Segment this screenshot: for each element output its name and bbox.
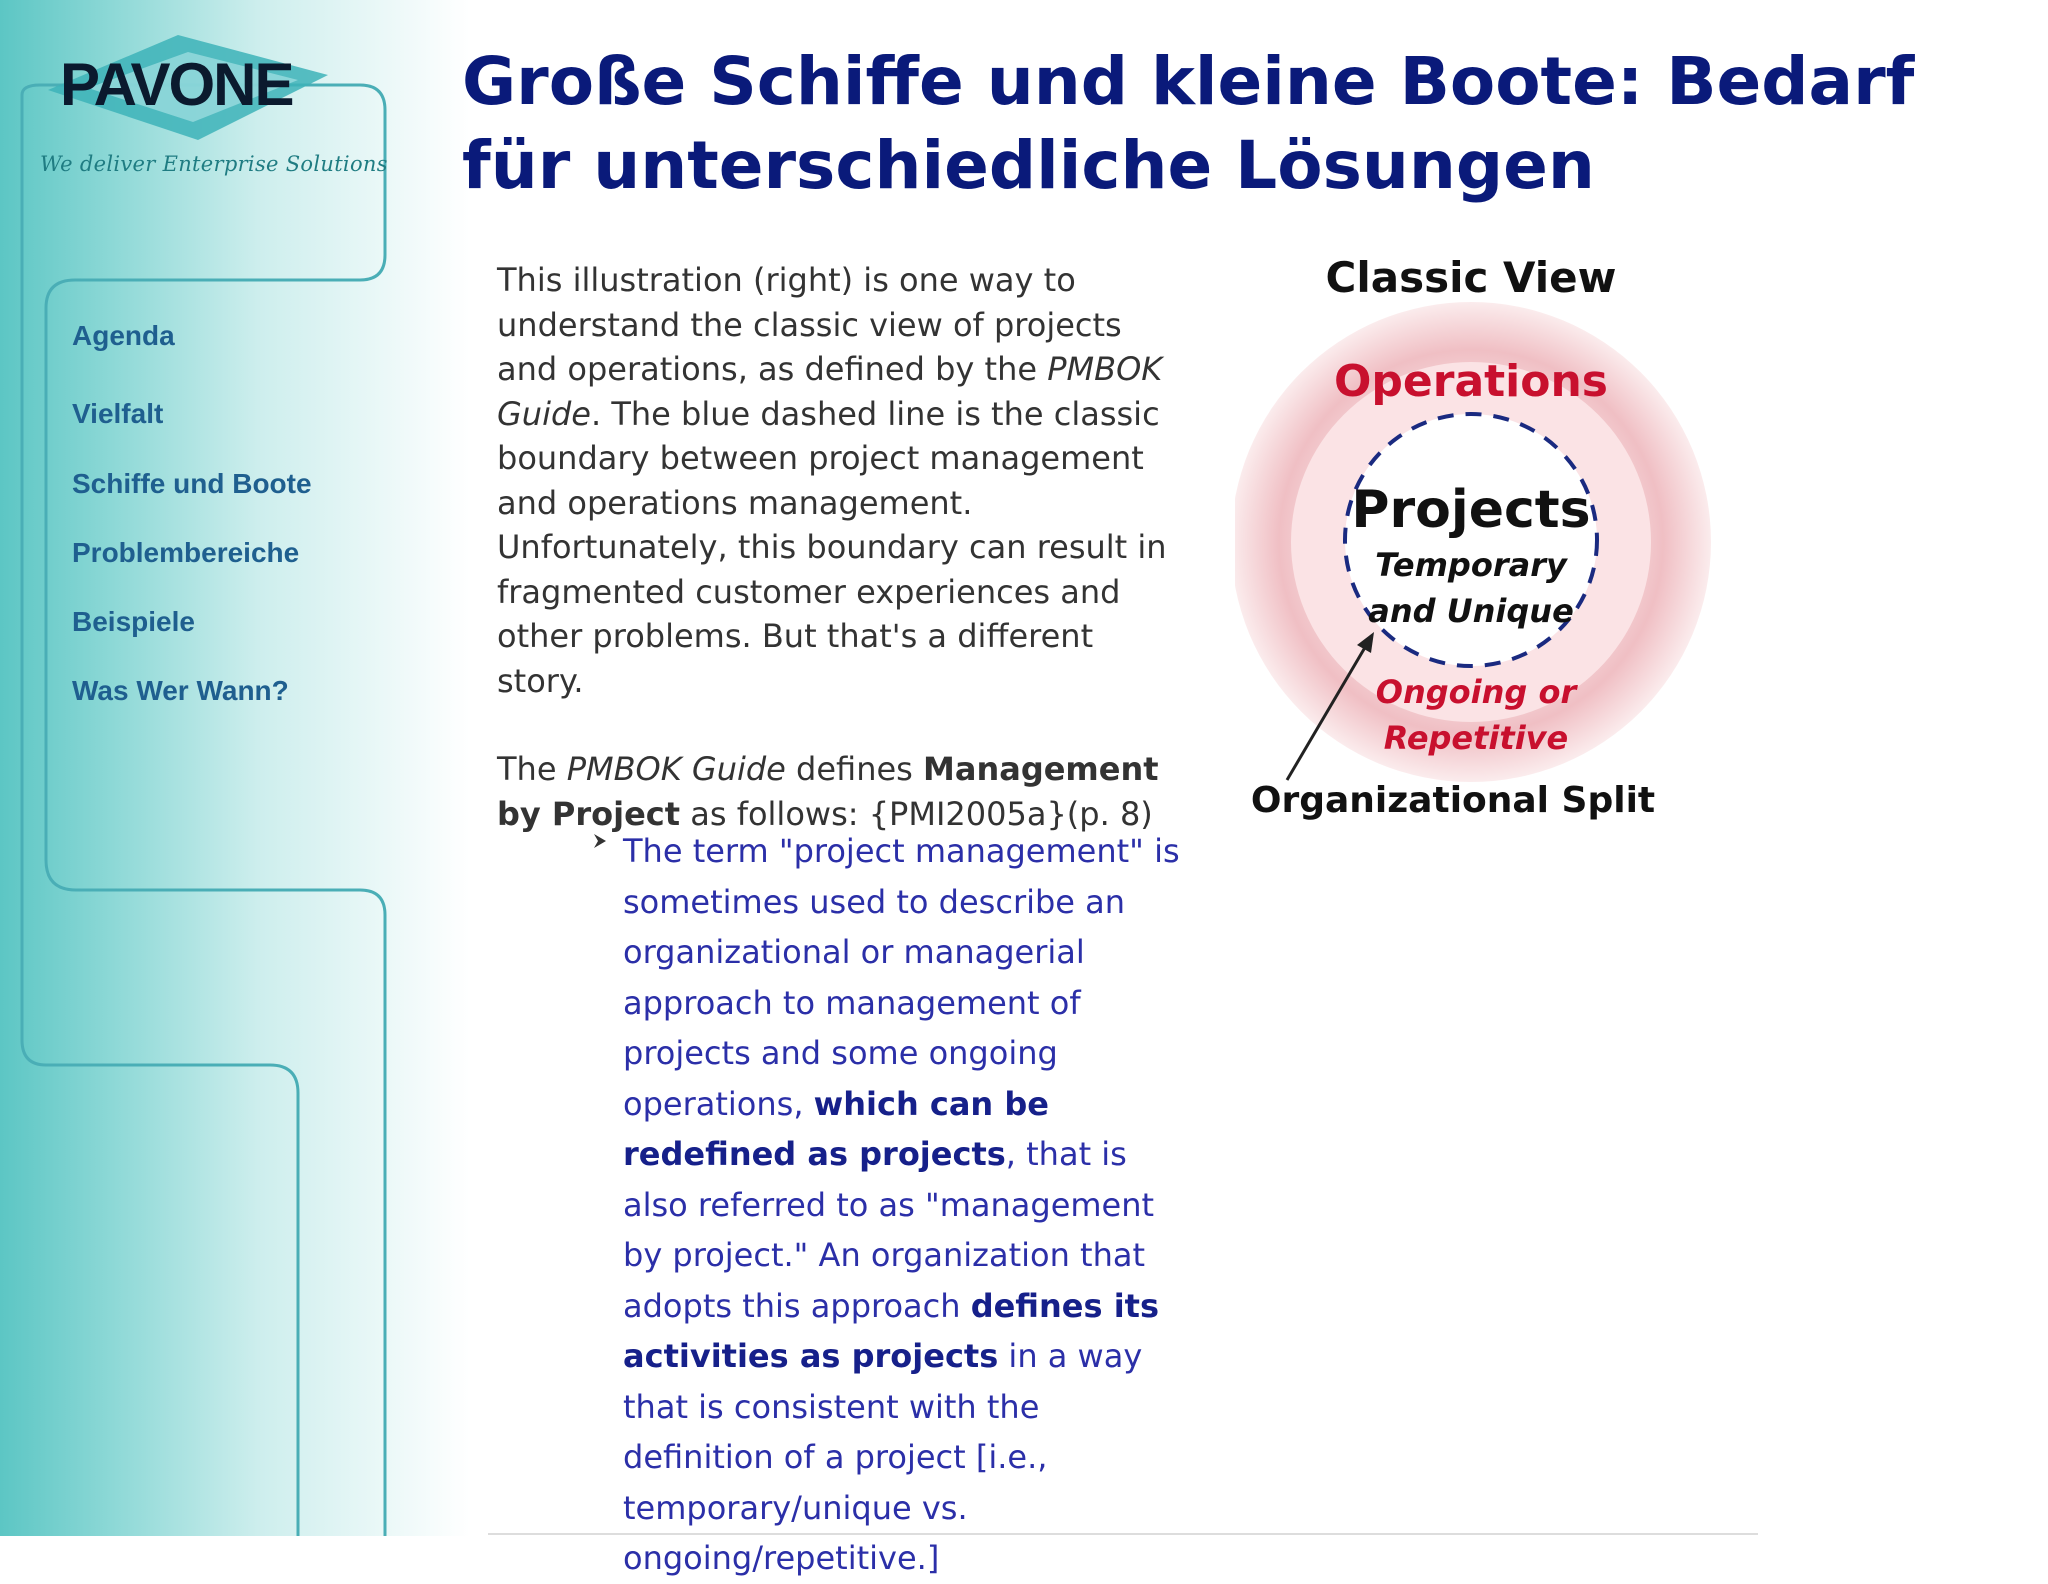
projects-sub-2: and Unique	[1368, 592, 1574, 630]
quote-text-3: in a way that is consistent with the definition of a project [i.e., temporary/unique vs. ongoing/repetitive.]	[623, 1337, 1143, 1577]
pmbok-quote	[623, 826, 1193, 1584]
intro-text-b: . The blue dashed line is the classic boundary between project management and operations management. Unfortunately, this boundary can result in fragmented customer experiences and other problems. But that's a different story.	[497, 394, 1167, 700]
quote-emphasis-2: defines its activities as projects	[623, 1286, 1159, 1375]
nav-item-agenda[interactable]: Agenda	[72, 320, 175, 351]
projects-label: Projects	[1351, 480, 1591, 540]
projects-sub-1: Temporary	[1375, 546, 1567, 584]
nav-item-was-wer-wann[interactable]: Was Wer Wann?	[72, 675, 289, 706]
brand-name: PAVONE	[60, 51, 293, 118]
brand-tagline: We deliver Enterprise Solutions	[40, 152, 388, 176]
classic-view-diagram	[1235, 250, 1755, 850]
body-text	[497, 258, 1187, 836]
intro-pmbok: PMBOK Guide	[497, 350, 1163, 433]
definition-pmbok: PMBOK Guide	[566, 750, 786, 788]
operations-label: Operations	[1334, 356, 1608, 407]
nav-item-schiffe-und-boote[interactable]: Schiffe und Boote	[72, 468, 312, 499]
nav-item-problembereiche[interactable]: Problembereiche	[72, 537, 300, 568]
bullet-icon	[592, 832, 608, 850]
slide-title-line2: für unterschiedliche Lösungen	[462, 127, 1595, 204]
definition-text-c: as follows: {PMI2005a}(p. 8)	[680, 794, 1153, 833]
slide-title-line1: Große Schiffe und kleine Boote: Bedarf	[462, 43, 1915, 120]
ongoing-label-1: Ongoing or	[1375, 673, 1577, 711]
definition-term: Management by Project	[497, 750, 1159, 833]
nav-item-beispiele[interactable]: Beispiele	[72, 606, 195, 637]
diagram-heading: Classic View	[1325, 253, 1617, 302]
sidebar-frame	[0, 0, 420, 1536]
quote-text-2: , that is also referred to as "management by project." An organization that adopts this approach	[623, 1135, 1155, 1325]
intro-text-a: This illustration (right) is one way to understand the classic view of projects and operations, as defined by the	[497, 261, 1122, 388]
nav-item-vielfalt[interactable]: Vielfalt	[72, 398, 164, 429]
quote-text-1: The term "project management" is sometimes used to describe an organizational or managerial approach to management of projects and some ongoing operations,	[623, 832, 1180, 1123]
definition-text-a: The	[497, 750, 567, 788]
slide-title	[462, 40, 2022, 208]
definition-text-b: defines	[785, 750, 923, 788]
footer-divider	[488, 1533, 1758, 1535]
intro-paragraph	[497, 258, 1187, 703]
definition-paragraph	[497, 747, 1187, 836]
organizational-split-label: Organizational Split	[1250, 780, 1656, 821]
quote-emphasis-1: which can be redefined as projects	[623, 1084, 1049, 1173]
ongoing-label-2: Repetitive	[1383, 719, 1569, 757]
